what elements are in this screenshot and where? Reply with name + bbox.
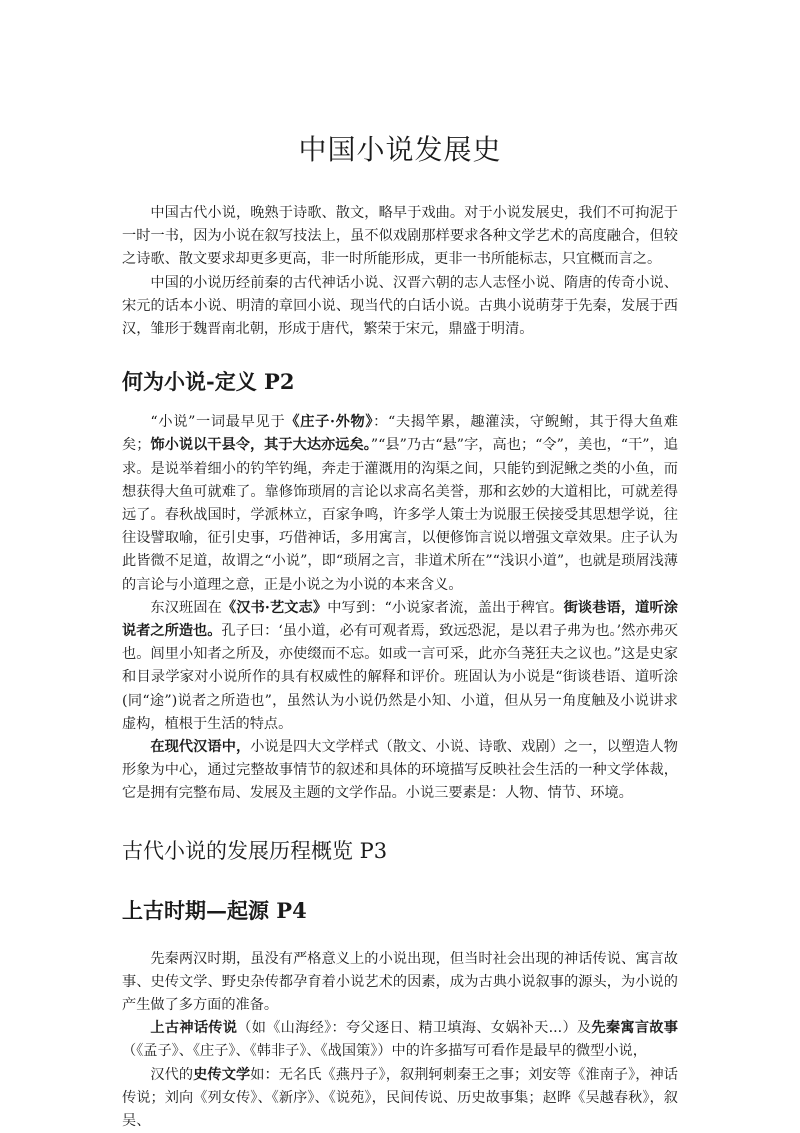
- text-run: 东汉班固在: [150, 599, 222, 616]
- text-run: “小说”一词最早见于: [150, 414, 286, 431]
- text-run: 孔子曰：‘虽小道，必有可观者焉，致远恐泥，是以君子弗为也。’然亦弗灭也。闾里小知者之所及，亦使缀而不忘。如或一言可采，此亦刍荛狂夫之议也。”这是史家和目录学家对小说所作的具有权威性的解释和评价。班固认为小说是“街谈巷语、道听涂(同“途”)说者之所造也”，虽然认为小说仍然是小知、小道，但从另一角度触及小说讲求虚构，植根于生活的特点。: [122, 623, 678, 732]
- document-title: 中国小说发展史: [298, 133, 502, 166]
- section-heading-origins: 上古时期—起源 P4: [122, 897, 307, 923]
- definition-paragraph-2: [122, 597, 678, 736]
- origins-paragraph-2: [122, 1017, 678, 1063]
- text-run: 中写到：“小说家者流，盖出于稗官。: [327, 599, 564, 616]
- definition-paragraph-1: [122, 411, 678, 597]
- text-run: 如：无名氏《燕丹子》，叙荆轲刺秦王之事；刘安等《淮南子》，神话传说；刘向《列女传》、《新序》、《说苑》，民间传说、历史故事集；赵晔《吴越春秋》，叙吴、: [122, 1066, 678, 1130]
- intro-paragraph-2: 中国的小说历经前秦的古代神话小说、汉晋六朝的志人志怪小说、隋唐的传奇小说、宋元的话本小说、明清的章回小说、现当代的白话小说。古典小说萌芽于先秦，发展于西汉，雏形于魏晋南北朝，形成于唐代，繁荣于宋元，鼎盛于明清。: [122, 274, 678, 338]
- section-heading-definition: 何为小说-定义 P2: [122, 369, 295, 395]
- title-spacer: [122, 172, 678, 202]
- text-run: （《孟子》、《庄子》、《韩非子》、《战国策》）中的许多描写可看作是最早的微型小说，: [122, 1043, 647, 1060]
- origins-paragraph-1: 先秦两汉时期，虽没有严格意义上的小说出现，但当时社会出现的神话传说、寓言故事、史传文学、野史杂传都孕育着小说艺术的因素，成为古典小说叙事的源头，为小说的产生做了多方面的准备。: [122, 950, 678, 1014]
- intro-paragraph-1: 中国古代小说，晚熟于诗歌、散文，略早于戏曲。对于小说发展史，我们不可拘泥于一时一书，因为小说在叙写技法上，虽不似戏剧那样要求各种文学艺术的高度融合，但较之诗歌、散文要求却更多更高，非一时所能形成，更非一书所能标志，只宜概而言之。: [122, 205, 678, 268]
- book-title-zhuangzi: 《庄子·外物》: [285, 414, 374, 431]
- text-run: 小说是四大文学样式（散文、小说、诗歌、戏剧）之一，以塑造人物形象为中心，通过完整故事情节的叙述和具体的环境描写反映社会生活的一种文学体裁，它是拥有完整布局、发展及主题的文学作品。小说三要素是：人物、情节、环境。: [122, 739, 678, 802]
- origins-paragraph-3: [122, 1064, 678, 1133]
- bold-term: 先秦寓言故事: [591, 1020, 678, 1037]
- bold-quote: 街谈巷语，道听涂说者之所造也。: [122, 599, 678, 640]
- text-run: （如《山海经》：夸父逐日、精卫填海、女娲补天...）及: [237, 1020, 592, 1037]
- text-run: ：“夫揭竿累，趣灌渎，守鲵鲋，其于得大鱼难矣；: [122, 414, 678, 454]
- bold-term: 史传文学: [193, 1066, 251, 1083]
- definition-paragraph-3: [122, 736, 678, 806]
- text-run: 汉代的: [150, 1066, 194, 1083]
- bold-lead: 在现代汉语中，: [150, 739, 251, 756]
- bold-quote: 饰小说以干县令，其于大达亦远矣。: [150, 437, 371, 454]
- book-title-hanshu: 《汉书·艺文志》: [221, 599, 328, 616]
- bold-term: 上古神话传说: [150, 1020, 238, 1037]
- section-heading-overview: 古代小说的发展历程概览 P3: [122, 838, 388, 863]
- text-run: ”“县”乃古“悬”字，高也；“令”，美也，“干”，追求。是说举着细小的钓竿钓绳，奔走于灌溉用的沟渠之间，只能钓到泥鳅之类的小鱼，而想获得大鱼可就难了。靠修饰琐屑的言论以求高名美誉，那和玄妙的大道相比，可就差得远了。春秋战国时，学派林立，百家争鸣，许多学人策士为说服王侯接受其思想学说，往往设譬取喻，征引史事，巧借神话，多用寓言，以便修饰言说以增强文章效果。庄子认为此皆微不足道，故谓之“小说”，即“琐屑之言，非道术所在”“浅识小道”，也就是琐屑浅薄的言论与小道理之意，正是小说之为小说的本来含义。: [122, 437, 678, 593]
